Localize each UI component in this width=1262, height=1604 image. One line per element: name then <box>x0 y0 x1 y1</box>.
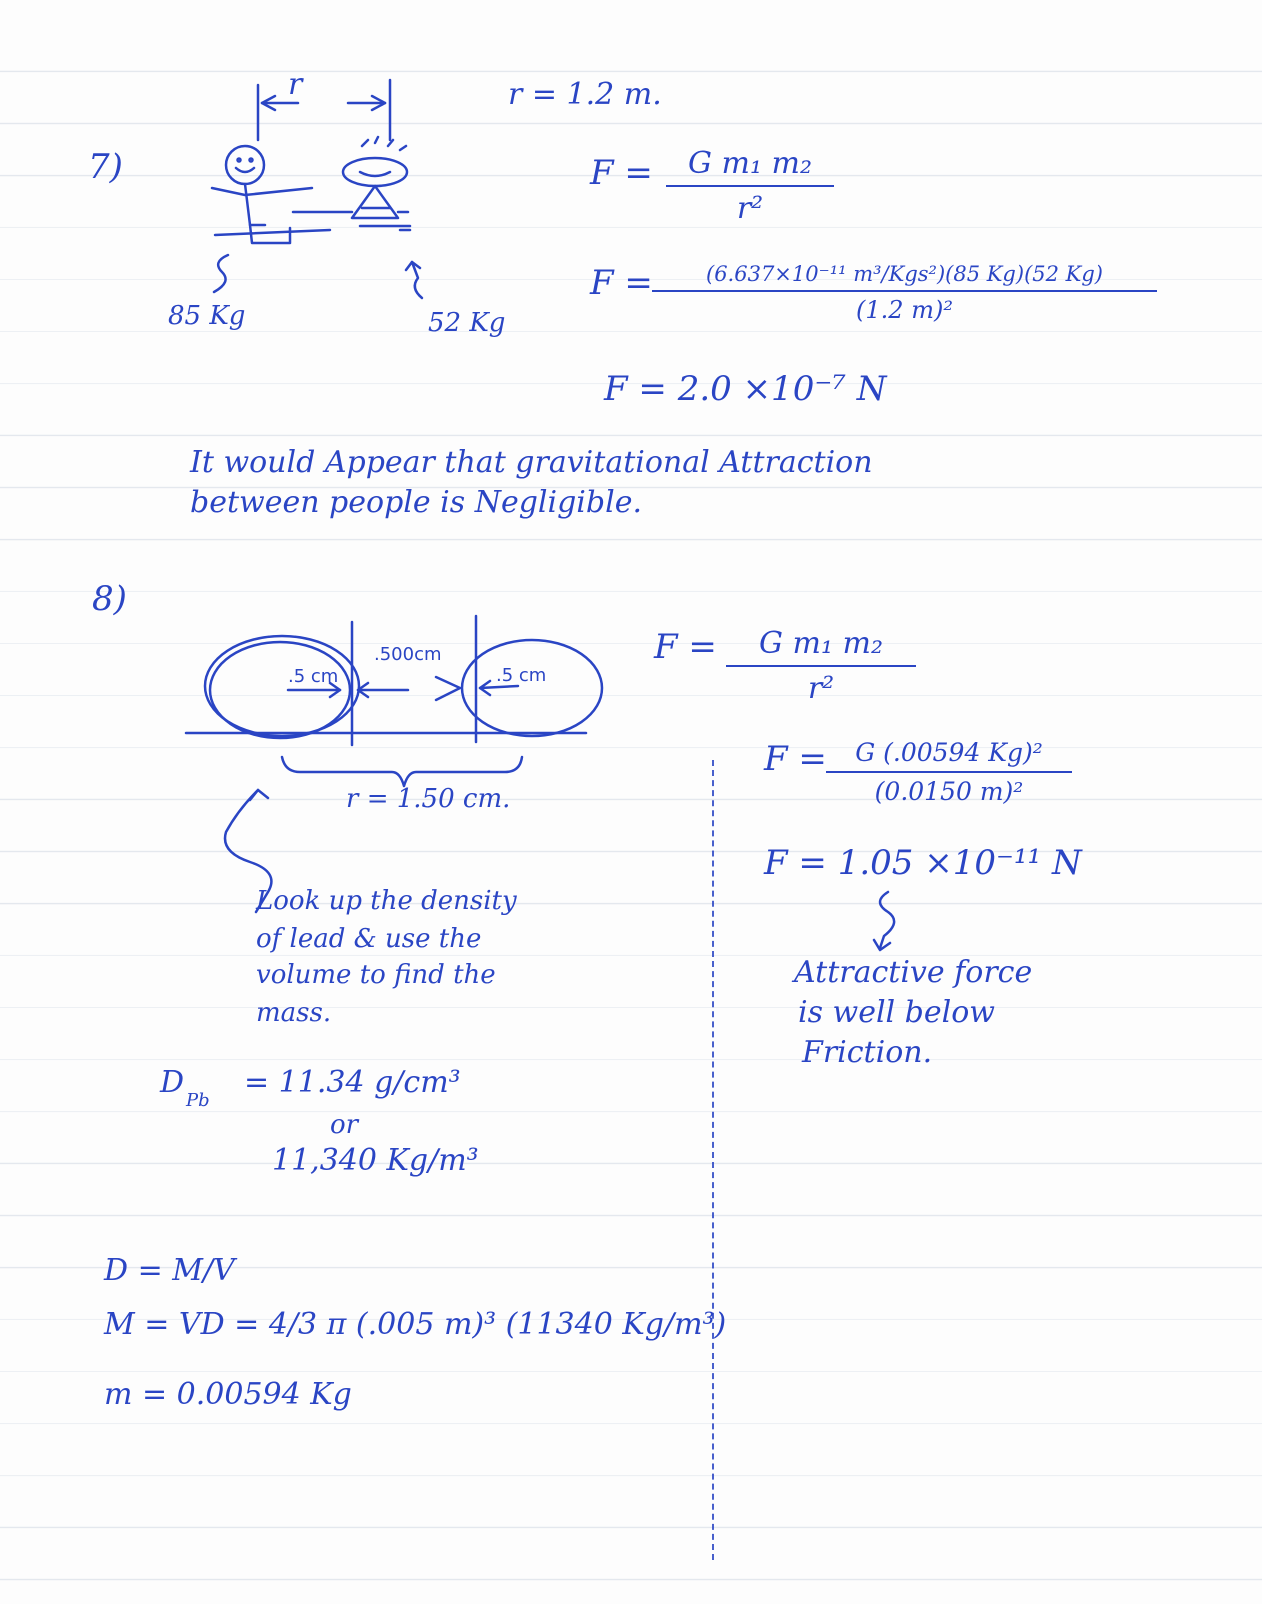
note-line-3: volume to find the <box>256 960 496 990</box>
result-8: F = 1.05 ×10⁻¹¹ N <box>764 843 1082 883</box>
substitution-lhs: F = <box>590 263 653 303</box>
substitution-denominator: (1.2 m)² <box>856 296 953 324</box>
formula-lhs: F = <box>590 153 653 193</box>
substitution-8-fraction <box>826 738 1072 806</box>
conclusion-line-1: It would Appear that gravitational Attraction <box>190 445 873 480</box>
remark-line-1: Attractive force <box>794 955 1033 990</box>
result-7: F = 2.0 ×10⁻⁷ N <box>604 369 887 409</box>
person-right-icon <box>293 137 410 230</box>
fraction-bar <box>826 771 1072 773</box>
formula-8-lhs: F = <box>654 627 717 667</box>
mass-2-label: 52 Kg <box>428 308 506 338</box>
note-line-2: of lead & use the <box>256 924 482 954</box>
note-line-1: Look up the density <box>256 886 517 916</box>
formula-8-numerator: G m₁ m₂ <box>759 626 883 661</box>
calc-line-3: m = 0.00594 Kg <box>104 1377 352 1412</box>
substitution-8-numerator: G (.00594 Kg)² <box>855 738 1043 767</box>
column-divider <box>712 760 714 1560</box>
diagram-r-label: r <box>288 67 303 102</box>
radius-left-label: .5 cm <box>288 666 339 687</box>
density-value-kg: 11,340 Kg/m³ <box>272 1143 479 1178</box>
fraction-bar <box>652 290 1157 292</box>
density-symbol: D <box>160 1065 185 1100</box>
conclusion-line-2: between people is Negligible. <box>190 485 642 520</box>
problem-8-number: 8) <box>92 579 127 619</box>
radius-right-label: .5 cm <box>496 665 547 686</box>
given-r: r = 1.2 m. <box>508 77 662 112</box>
substitution-8-lhs: F = <box>764 739 827 779</box>
density-value-g: = 11.34 g/cm³ <box>244 1065 461 1100</box>
fraction-bar <box>666 185 834 187</box>
remark-line-3: Friction. <box>802 1035 933 1070</box>
substitution-numerator: (6.637×10⁻¹¹ m³/Kgs²)(85 Kg)(52 Kg) <box>706 262 1103 286</box>
fraction-bar <box>726 665 916 667</box>
density-or: or <box>330 1110 359 1140</box>
density-subscript: Pb <box>186 1090 210 1111</box>
gravity-formula-8-fraction <box>726 626 916 706</box>
distance-r-label: r = 1.50 cm. <box>346 784 511 814</box>
calc-line-1: D = M/V <box>104 1253 235 1288</box>
gap-label: .500cm <box>374 644 442 665</box>
formula-8-denominator: r² <box>807 671 835 706</box>
gravity-formula-fraction <box>666 146 834 226</box>
remark-line-2: is well below <box>798 995 995 1030</box>
substitution-fraction <box>652 262 1157 324</box>
substitution-8-denominator: (0.0150 m)² <box>874 777 1024 806</box>
mass-1-label: 85 Kg <box>168 301 246 331</box>
problem-7-number: 7) <box>88 147 123 187</box>
calc-line-2: M = VD = 4/3 π (.005 m)³ (11340 Kg/m³) <box>104 1307 727 1342</box>
formula-numerator: G m₁ m₂ <box>688 146 812 181</box>
formula-denominator: r² <box>736 191 764 226</box>
note-line-4: mass. <box>256 998 332 1028</box>
person-left-icon <box>212 146 330 243</box>
